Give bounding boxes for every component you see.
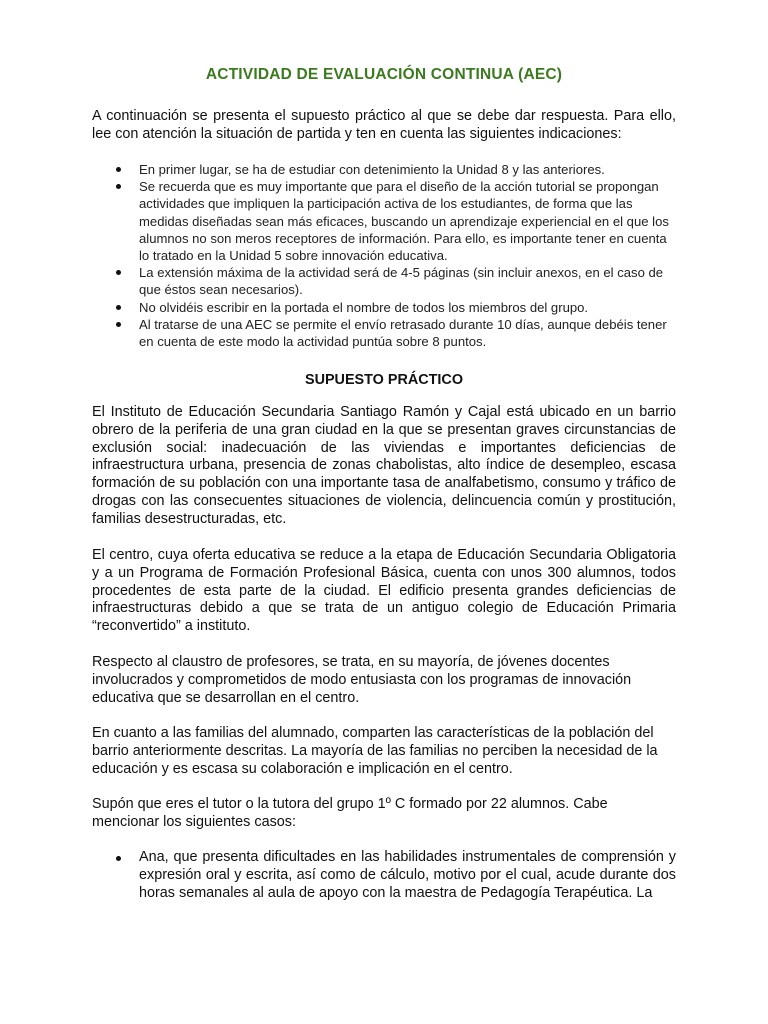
section-title: SUPUESTO PRÁCTICO (304, 372, 464, 388)
indications-list (92, 161, 676, 350)
document-title: ACTIVIDAD DE EVALUACIÓN CONTINUA (AEC) (205, 66, 563, 83)
case-text: Ana, que presenta dificultades en las habilidades instrumentales de comprensión y expresión oral y escrita, así como de cálculo, motivo por el cual, acude durante dos horas semanales al aula de apoyo con la maestra de Pedagogía Terapéutica. La (139, 849, 676, 901)
indication-text: No olvidéis escribir en la portada el nombre de todos los miembros del grupo. (139, 299, 589, 315)
list-item (92, 316, 676, 350)
bullet-icon (116, 167, 121, 172)
list-item (92, 161, 676, 178)
body-paragraph: Respecto al claustro de profesores, se trata, en su mayoría, de jóvenes docentes involucrados y comprometidos de modo entusiasta con los programas de innovación educativa que se desarrollan en el centro. (92, 654, 632, 706)
cases-list (92, 849, 676, 902)
indication-text: Al tratarse de una AEC se permite el envío retrasado durante 10 días, aunque debéis tener en cuenta de este modo la actividad puntúa sobre 8 puntos. (139, 316, 667, 350)
list-item (92, 299, 676, 316)
bullet-icon (116, 184, 121, 189)
indication-text: La extensión máxima de la actividad será de 4-5 páginas (sin incluir anexos, en el caso de que éstos sean necesarios). (139, 265, 664, 298)
body-paragraph: En cuanto a las familias del alumnado, comparten las características de la población del barrio anteriormente descritas. La mayoría de las familias no perciben la necesidad de la educación y es escasa su colaboración e implicación en el centro. (92, 725, 658, 777)
intro-paragraph: A continuación se presenta el supuesto práctico al que se debe dar respuesta. Para ello, lee con atención la situación de partida y ten en cuenta las siguientes indicaciones: (92, 108, 676, 142)
body-paragraph: El centro, cuya oferta educativa se reduce a la etapa de Educación Secundaria Obligatoria y a un Programa de Formación Profesional Básica, cuenta con unos 300 alumnos, todos procedentes de esta parte de la ciudad. El edificio presenta grandes deficiencias de infraestructuras debido a que se trata de un antiguo colegio de Educación Primaria “reconvertido” a instituto. (92, 547, 676, 635)
bullet-icon (116, 322, 121, 327)
indication-text: En primer lugar, se ha de estudiar con detenimiento la Unidad 8 y las anteriores. (139, 162, 605, 177)
body-paragraph: Supón que eres el tutor o la tutora del grupo 1º C formado por 22 alumnos. Cabe mencionar los siguientes casos: (92, 796, 608, 830)
list-item (92, 849, 676, 902)
body-paragraph: El Instituto de Educación Secundaria Santiago Ramón y Cajal está ubicado en un barrio obrero de la periferia de una gran ciudad en la que se presentan graves circunstancias de exclusión social: inadecuación de las viviendas e importantes deficiencias de infraestructura urbana, presencia de zonas chabolistas, alto índice de desempleo, escasa formación de su población con una importante tasa de analfabetismo, consumo y tráfico de drogas con las consecuentes situaciones de violencia, delincuencia común y prostitución, familias desestructuradas, etc. (92, 404, 676, 527)
list-item (92, 264, 676, 298)
bullet-icon (116, 270, 121, 275)
bullet-icon (116, 305, 121, 310)
indication-text: Se recuerda que es muy importante que para el diseño de la acción tutorial se propongan actividades que impliquen la participación activa de los estudiantes, de forma que las medidas diseñadas sean más eficaces, buscando un aprendizaje experiencial en el que los alumnos no son meros receptores de información. Para ello, es importante tener en cuenta lo tratado en la Unidad 5 sobre innovación educativa. (139, 179, 669, 264)
list-item (92, 178, 676, 264)
bullet-icon (116, 856, 121, 861)
